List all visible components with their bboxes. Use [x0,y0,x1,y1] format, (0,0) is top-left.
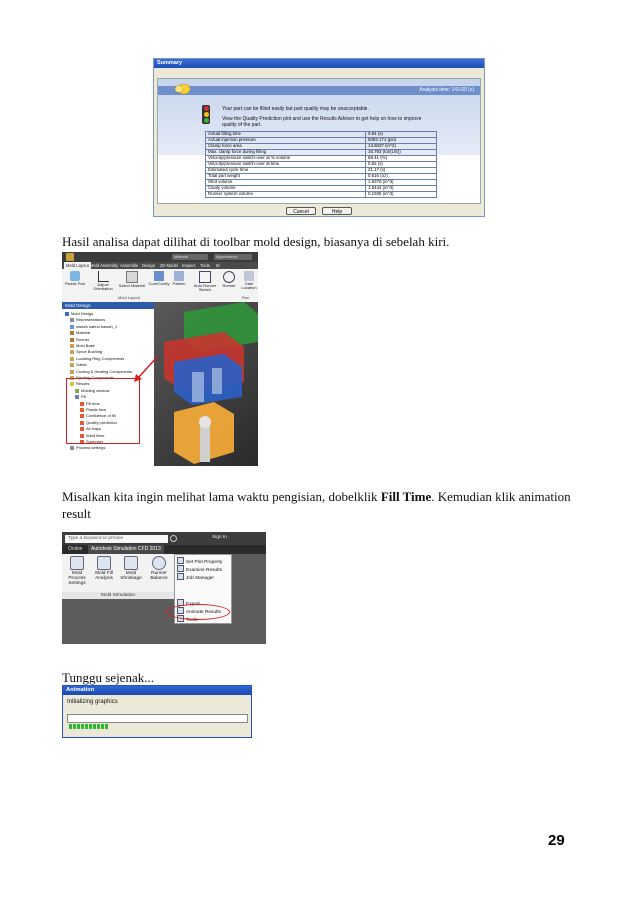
result-value: 21.17 (s) [366,168,437,174]
paragraph-3: Tunggu sejenak... [62,670,154,685]
tab-autodesk-simulation[interactable]: Autodesk Simulation CFD 2013 [88,545,164,554]
mold-model-graphic [154,302,258,466]
adsk-tools-ribbon [62,554,174,592]
tree-item-label: Plastic flow [86,407,107,412]
progress-block [69,724,72,729]
result-label: Runner system volume [206,192,366,198]
tab-design[interactable]: Design [142,263,156,268]
adsk-tab-row [62,545,266,554]
runner-sketch-icon [199,271,211,283]
result-value: 13.6037 (in^2) [366,144,437,150]
tab-3d-model[interactable]: 3D Model [160,263,178,268]
run-group-label: Run [242,295,250,300]
tree-item-label: Ejecting Components [76,375,115,380]
result-label: Shot volume [206,180,366,186]
runner-balance-button[interactable]: Runner Balance [146,556,172,581]
progress-block [93,724,96,729]
tree-node-icon [65,312,69,316]
result-label: Actual injection pressure [206,138,366,144]
plastic-part-button[interactable]: Plastic Part [64,271,86,286]
app-logo-icon [66,253,74,261]
tree-item-label: Process settings [76,445,106,451]
tree-item[interactable] [70,445,105,450]
tree-item[interactable] [70,343,95,348]
gate-location-button[interactable]: Gate Location [240,271,258,291]
lightbulb-icon [173,81,191,95]
red-arrow-icon [132,354,162,384]
tree-item-label: Mold Design [71,311,94,316]
tree-item[interactable] [70,356,124,361]
select-material-button[interactable]: Select Material [118,271,146,288]
tree-node-icon [70,350,74,354]
search-icon[interactable] [170,535,177,542]
animation-status: Initializing graphics [67,699,118,705]
result-row [206,192,437,198]
result-label: Estimated cycle time [206,168,366,174]
result-value: 0.1935 (in^3) [366,192,437,198]
mold-ribbon-top [62,252,258,262]
result-value: 1.8379 (in^3) [366,180,437,186]
plot-property-icon [177,557,184,564]
runner-balance-icon [152,556,166,570]
tree-node-icon [70,344,74,348]
tree-node-icon [70,370,74,374]
summary-band-header [158,86,480,95]
tree-item-label: Material [76,330,91,336]
result-value: 6093.171 (psi) [366,138,437,144]
tree-node-icon [70,325,74,329]
tree-item-label: Molding window [81,387,110,393]
animate-results-highlight [166,604,230,620]
tree-item[interactable] [70,317,105,322]
fill-analysis-icon [97,556,111,570]
tab-more[interactable]: M [216,263,220,268]
core-cavity-button[interactable]: Core/Cavity [148,271,170,286]
tree-node-icon [70,331,74,335]
tab-assemble[interactable]: Assemble [120,263,139,268]
appearance-select[interactable]: Appearance [214,254,252,260]
results-table [205,131,437,198]
menu-animate-results[interactable]: Animate Results [177,607,221,616]
process-settings-icon [70,556,84,570]
adjust-orientation-button[interactable]: Adjust Orientation [90,271,116,292]
mold-process-settings-button[interactable]: Mold Process Settings [64,556,90,587]
tree-item-label: wadah sabun bawah_1 [76,323,118,329]
gate-icon [244,271,254,281]
tree-item-label: Sprue Bushing [76,349,103,355]
progress-block [89,724,92,729]
result-value: 0.84 (s) [366,132,437,138]
result-label: Velocity/pressure switch-over at time [206,162,366,168]
fill-time-emphasis: Fill Time [380,489,432,504]
material-select[interactable]: Material [172,254,208,260]
tree-item-label: Runner [76,336,90,342]
axis-icon [98,271,109,282]
tree-node-icon [70,357,74,361]
summary-message-1: Your part can be filled easily but part quality may be unacceptable. [222,106,369,112]
mold-layout-group-label: Mold Layout [118,295,140,300]
result-value: 98.41 (%) [366,156,437,162]
shrinkage-icon [124,556,138,570]
mold-simulation-group-label: Mold Simulation [62,592,174,599]
sign-in-link[interactable]: Sign In [212,535,227,540]
tab-inspect[interactable]: Inspect [182,263,196,268]
tree-node-icon [70,446,74,450]
analysis-time: Analysis time: 143.69 (s) [419,87,474,93]
tree-item-label: Air traps [86,426,101,432]
tab-online[interactable]: Online [68,546,83,552]
animation-dialog [62,685,252,738]
examine-icon [177,565,184,572]
tree-item-label: Fill [81,394,87,400]
traffic-light-icon [202,105,210,124]
tree-item-label: Confidence of fill [86,413,116,419]
mold-design-screenshot [62,252,258,466]
tree-item-label: Mold Base [76,343,95,348]
tree-node-icon [70,318,74,322]
tree-item-label: Locating Ring Components [76,355,125,361]
core-cavity-icon [154,271,164,281]
tree-item-label: Fill time [86,400,100,406]
summary-panel [157,78,481,204]
summary-tabs [157,70,203,78]
result-label: Velocity/pressure switch-over at % volume [206,156,366,162]
tree-item[interactable] [70,349,102,354]
mold-fill-analysis-button[interactable]: Mold Fill Analysis [92,556,116,581]
summary-title: Summary [154,59,484,68]
runner-button[interactable]: Runner [220,271,238,288]
results-highlight-box [66,378,140,444]
tree-item[interactable] [70,330,90,335]
tree-item-label: Cooling & Heating Components [76,368,133,374]
page-number: 29 [548,832,565,849]
mold-ribbon-tabs [62,262,258,269]
animation-progress-bar [67,714,248,723]
progress-block [77,724,80,729]
auto-runner-sketch-button[interactable]: Auto Runner Sketch [192,271,218,293]
tree-item-label: Quality prediction [86,419,117,425]
tree-item[interactable] [70,369,132,374]
plastic-part-icon [70,271,80,281]
summary-message-2: View the Quality Prediction plot and use the Results Adviser to get help on how to improve quality of the part. [222,116,422,128]
progress-block [105,724,108,729]
tree-item[interactable] [70,324,117,329]
summary-dialog [153,58,485,217]
autodesk-simulation-screenshot [62,532,266,644]
tree-item-label: Gates [76,362,87,368]
menu-job-manager[interactable]: Job Manager [177,573,214,582]
tab-tools[interactable]: Tools [200,263,210,268]
result-value: 0.616 (oz) [366,174,437,180]
menu-tools[interactable]: Tools [177,615,197,624]
progress-block [85,724,88,729]
tree-item[interactable] [70,362,87,367]
tree-item-label: Results [76,381,90,387]
animation-title: Animation [63,686,251,695]
mold-ribbon [62,252,258,303]
tree-node-icon [70,363,74,367]
paragraph-2: Misalkan kita ingin melihat lama waktu pengisian, dobelklik Fill Time. Kemudian klik animation result [62,489,571,521]
tree-item-label: Representations [76,317,106,323]
result-label: Total part weight [206,174,366,180]
result-label: Cavity volume [206,186,366,192]
tree-item-label: Weld lines [86,432,105,438]
progress-block [97,724,100,729]
keyword-search-input[interactable]: Type a keyword or phrase [65,535,168,543]
result-value: 0.82 (s) [366,162,437,168]
result-label: Clamp force area [206,144,366,150]
progress-block [73,724,76,729]
material-icon [126,271,138,283]
pattern-button[interactable]: Pattern [170,271,188,286]
cancel-button[interactable]: Cancel [286,207,316,215]
menu-examine-results[interactable]: Examine Results [177,565,222,574]
tree-item[interactable] [65,311,93,316]
tree-item-label: Summary [86,439,104,444]
help-button[interactable]: Help [322,207,352,215]
runner-icon [223,271,235,283]
result-label: Actual filling time [206,132,366,138]
tree-item[interactable] [70,337,89,342]
model-3d-view[interactable] [154,302,258,466]
menu-set-plot-property[interactable]: Set Plot Property [177,557,222,566]
mold-shrinkage-button[interactable]: Mold Shrinkage [118,556,144,581]
tab-mold-assembly[interactable]: Mold Assembly [90,263,119,268]
job-manager-icon [177,573,184,580]
result-value: 16.793 (ton(US)) [366,150,437,156]
progress-block [101,724,104,729]
tree-node-icon [70,338,74,342]
tab-mold-layout[interactable]: Mold Layout [66,263,89,268]
menu-export[interactable]: Export [177,599,200,608]
animation-progress-fill [69,716,109,721]
pattern-icon [174,271,184,281]
tree-title: Mold Design [62,302,154,309]
result-label: Max. clamp force during filling [206,150,366,156]
paragraph-1: Hasil analisa dapat dilihat di toolbar mold design, biasanya di sebelah kiri. [62,234,450,249]
result-value: 1.6444 (in^3) [366,186,437,192]
progress-block [81,724,84,729]
